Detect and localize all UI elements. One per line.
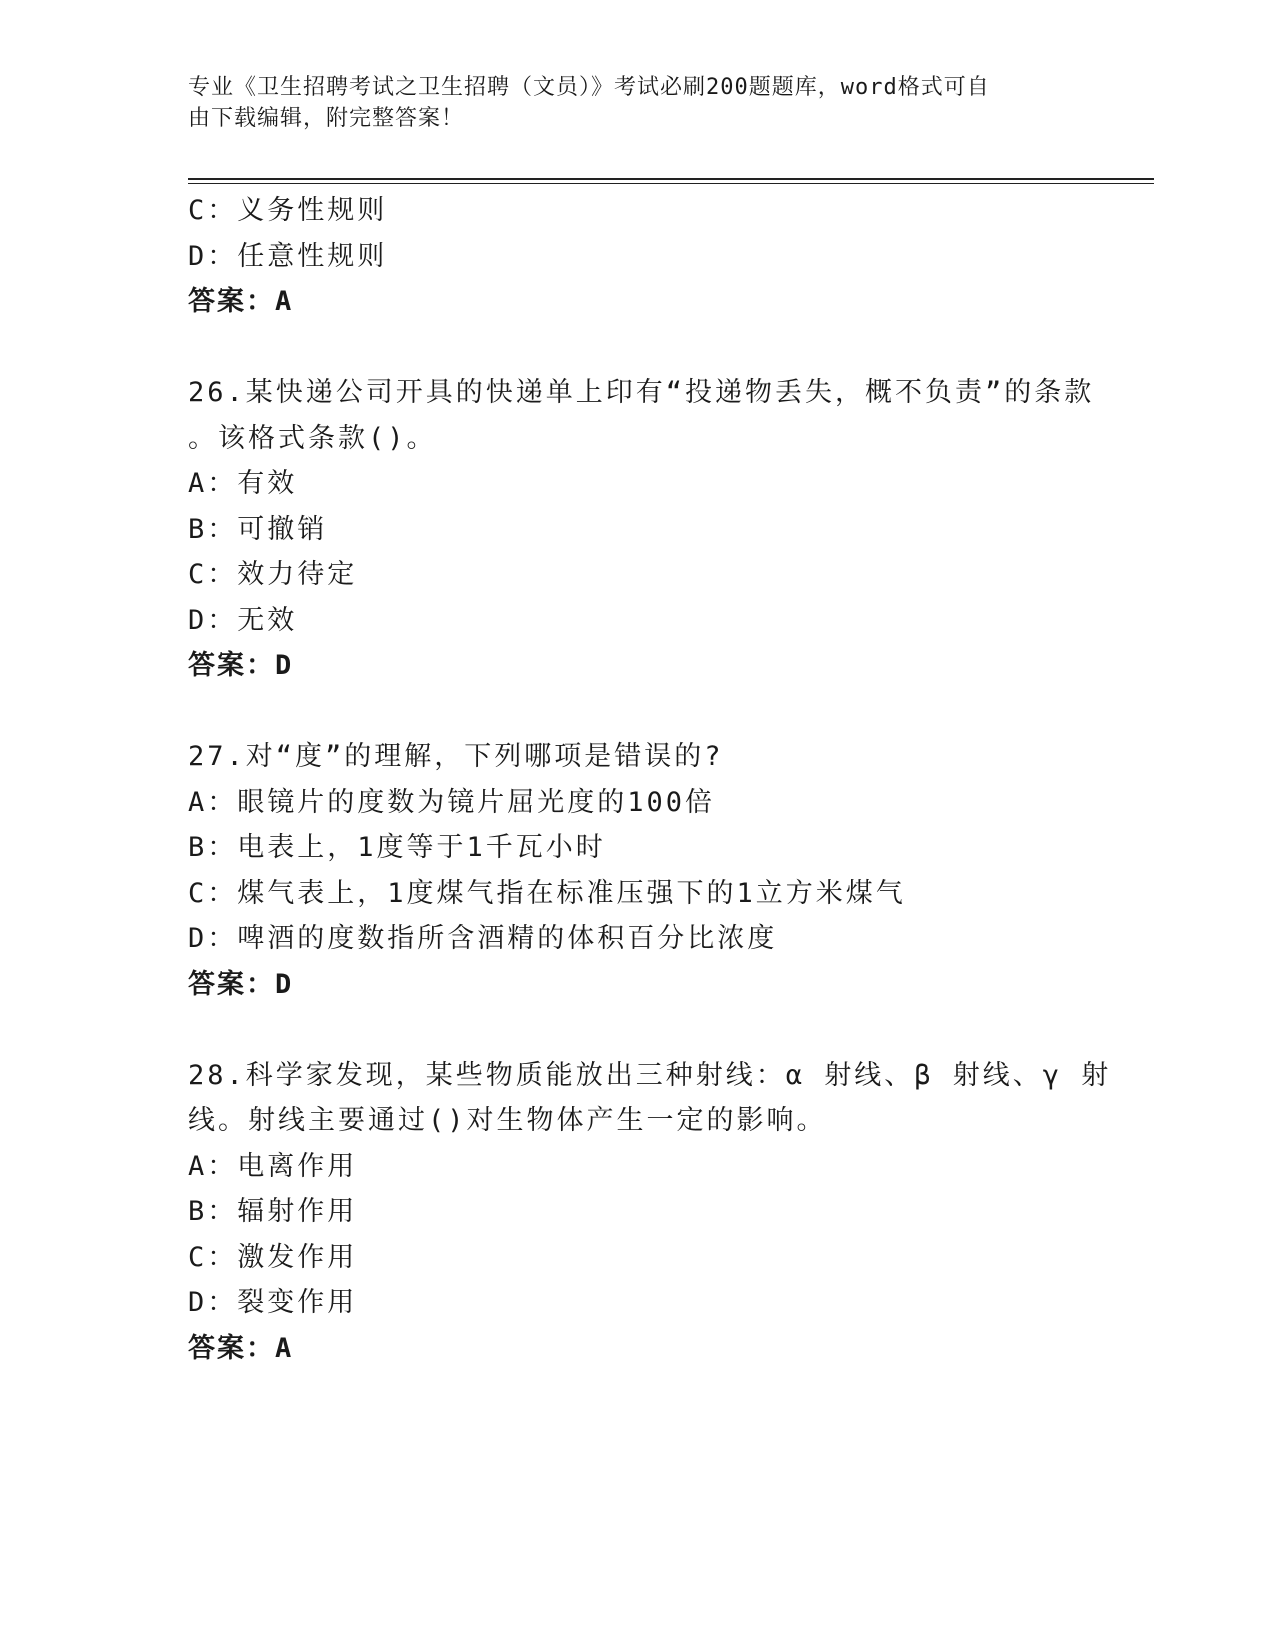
previous-question-tail	[188, 188, 1108, 325]
option-c: C：激发作用	[188, 1241, 358, 1273]
question-stem: 26.某快递公司开具的快递单上印有“投递物丢失，概不负责”的条款	[188, 377, 1095, 408]
answer-line: 答案：A	[188, 1332, 294, 1364]
document-header	[188, 72, 1068, 134]
header-line-2: 由下载编辑，附完整答案！	[188, 106, 465, 131]
header-divider-thick	[188, 178, 1154, 180]
option-c: C：效力待定	[188, 559, 358, 590]
spacer	[188, 1007, 1108, 1053]
header-line-1: 专业《卫生招聘考试之卫生招聘（文员）》考试必刷200题题库，word格式可自	[188, 75, 990, 100]
option-d: D：啤酒的度数指所含酒精的体积百分比浓度	[188, 923, 778, 954]
question-stem-continued: 线。射线主要通过()对生物体产生一定的影响。	[188, 1105, 827, 1136]
option-a: A：眼镜片的度数为镜片屈光度的100倍	[188, 786, 716, 818]
option-b: B：辐射作用	[188, 1196, 358, 1227]
question-stem-continued: 。该格式条款()。	[188, 422, 437, 454]
answer-line: 答案：A	[188, 286, 294, 317]
option-a: A：电离作用	[188, 1150, 358, 1182]
question-28	[188, 1053, 1112, 1372]
option-b: B：可撤销	[188, 513, 328, 545]
question-stem: 27.对“度”的理解，下列哪项是错误的?	[188, 741, 724, 772]
header-divider-thin	[188, 183, 1154, 184]
question-stem: 28.科学家发现，某些物质能放出三种射线：α 射线、β 射线、γ 射	[188, 1059, 1112, 1091]
question-list	[188, 188, 1112, 1371]
question-26	[188, 370, 1108, 689]
option-c: C：煤气表上，1度煤气指在标准压强下的1立方米煤气	[188, 877, 906, 909]
answer-line: 答案：D	[188, 968, 294, 1000]
option-d: D：任意性规则	[188, 240, 388, 272]
question-27	[188, 734, 1108, 1007]
option-a: A：有效	[188, 468, 298, 499]
option-c: C：义务性规则	[188, 195, 388, 226]
option-b: B：电表上，1度等于1千瓦小时	[188, 832, 606, 863]
spacer	[188, 325, 1108, 371]
answer-line: 答案：D	[188, 650, 294, 681]
option-d: D：裂变作用	[188, 1287, 358, 1318]
option-d: D：无效	[188, 604, 298, 636]
spacer	[188, 689, 1108, 735]
